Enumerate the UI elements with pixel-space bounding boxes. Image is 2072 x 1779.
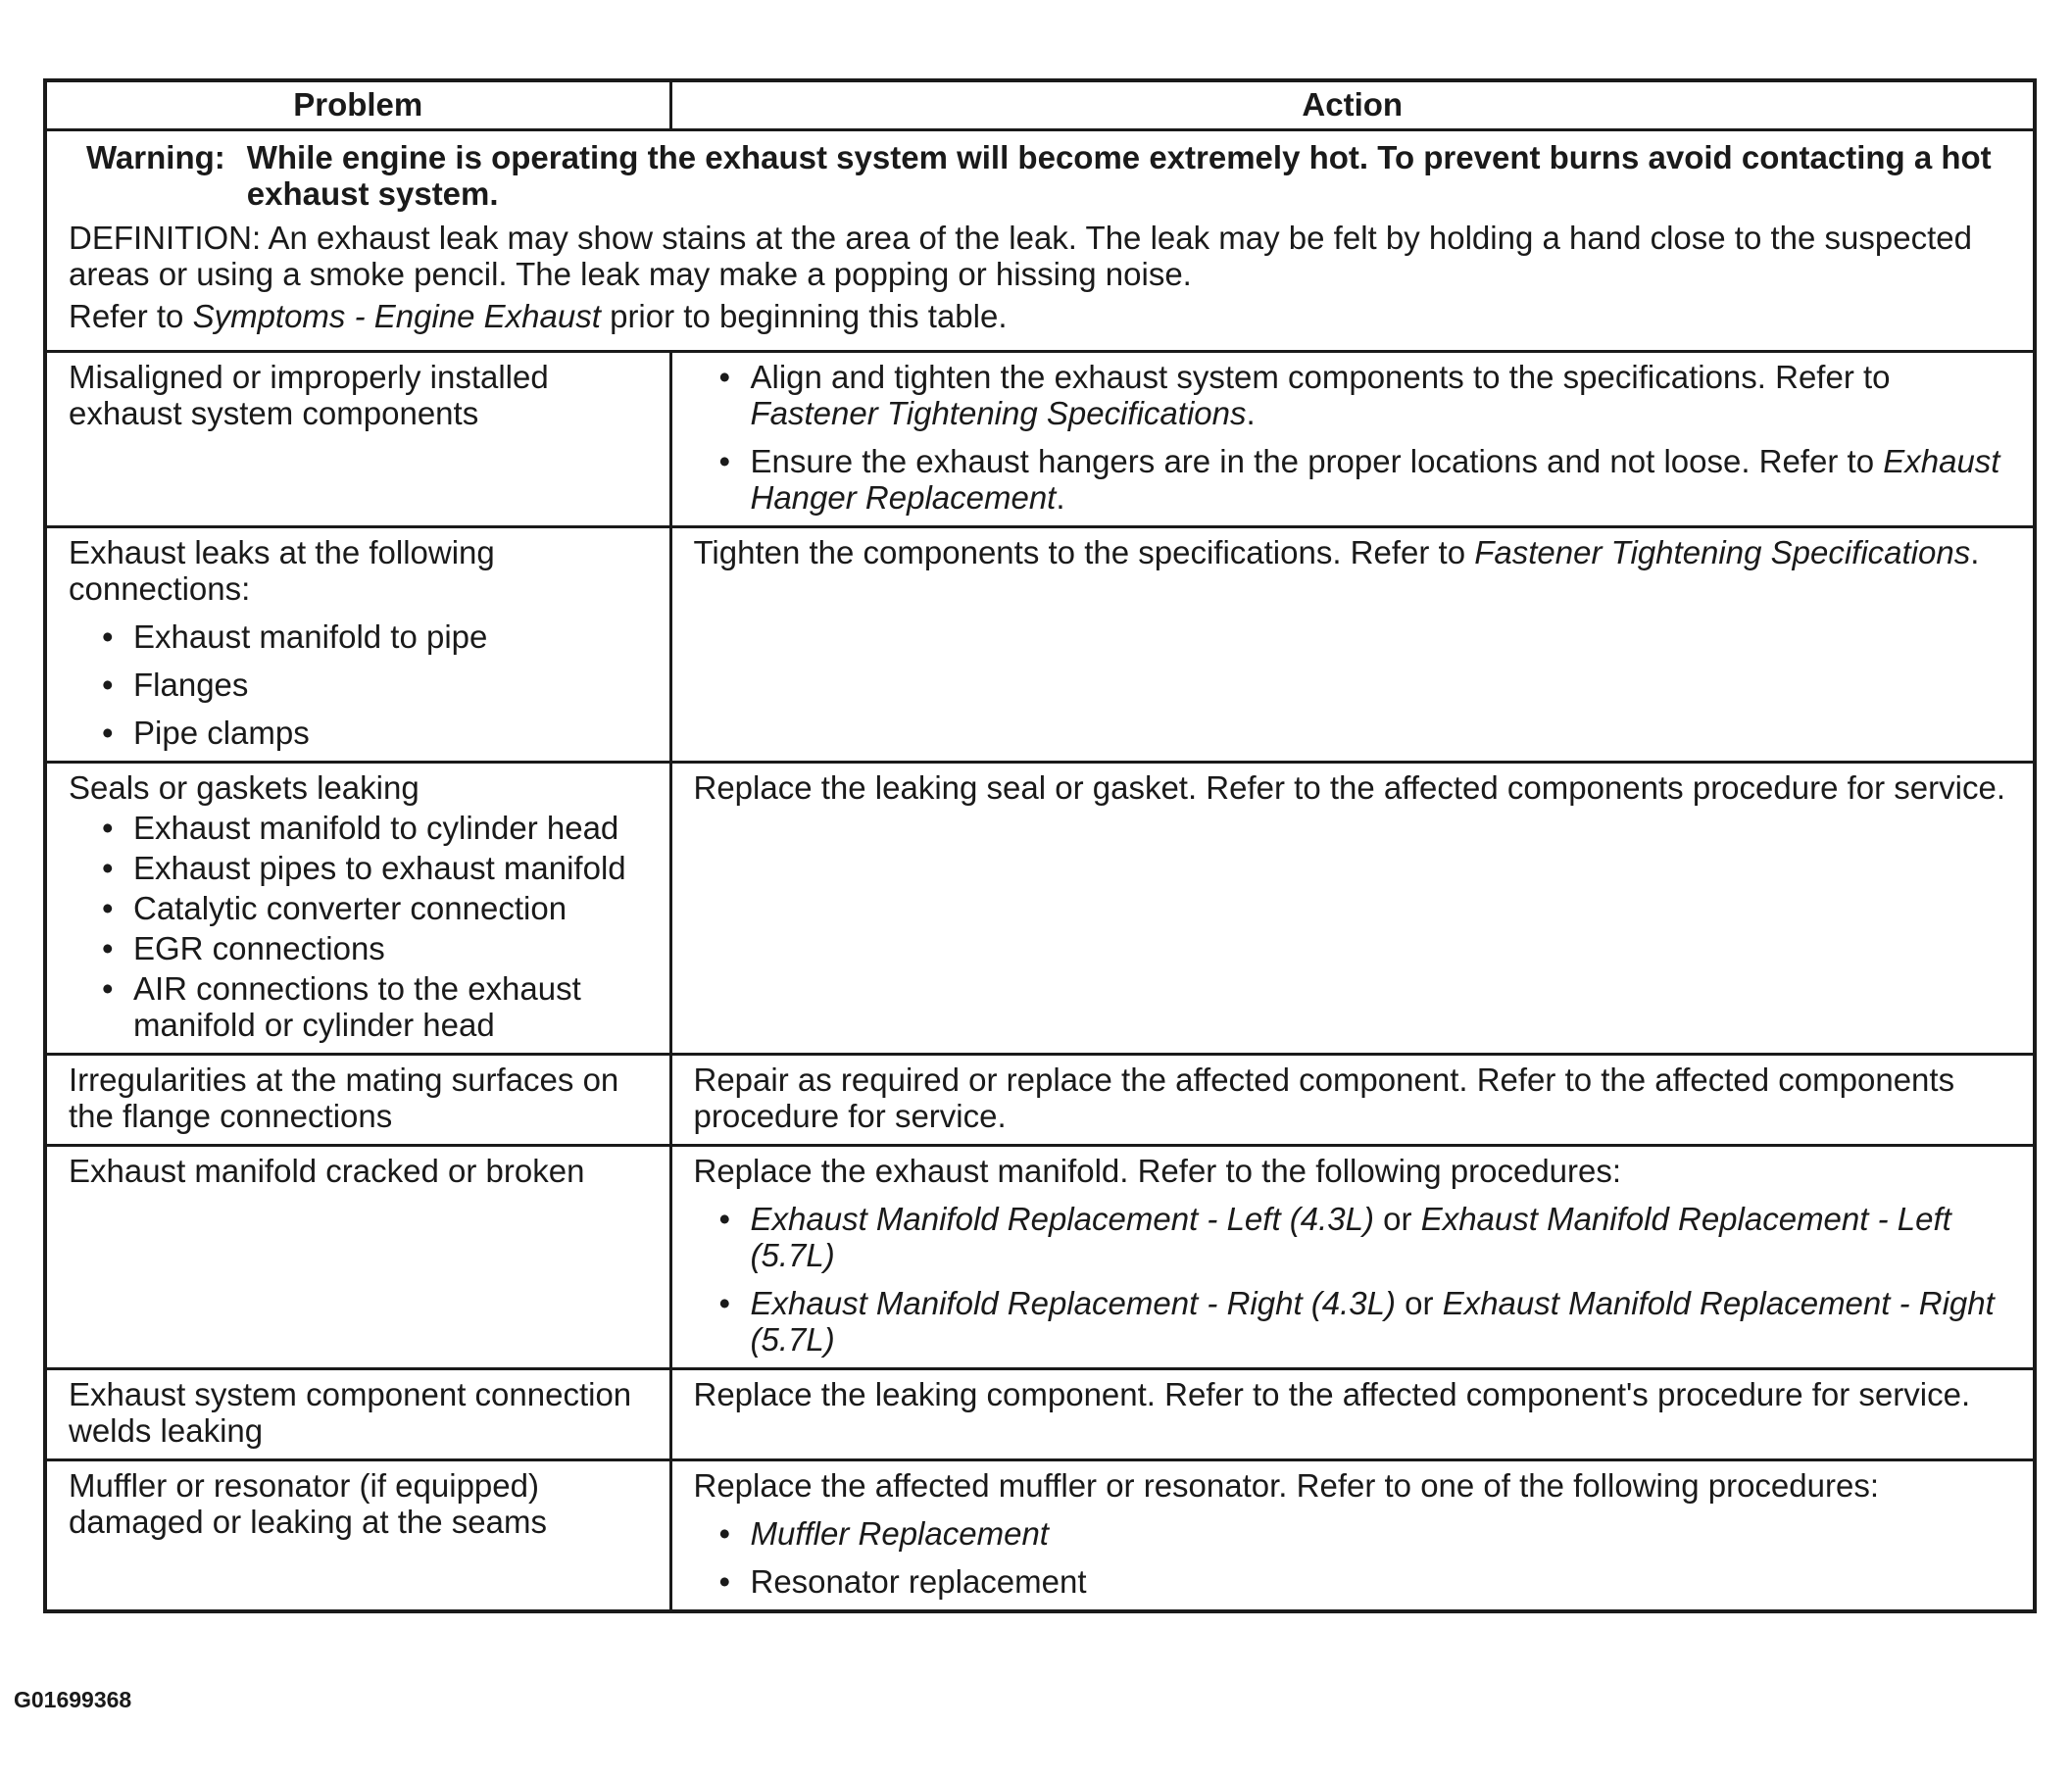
refer-link-text: Symptoms - Engine Exhaust — [192, 298, 601, 334]
list-item — [719, 359, 2016, 431]
warning-block — [86, 139, 2015, 212]
action-list — [694, 1515, 2016, 1600]
table-header-row — [45, 80, 2035, 130]
refer-prefix: Refer to — [69, 298, 193, 334]
refer-line — [69, 298, 2015, 334]
action-end: . — [1970, 534, 1980, 570]
table-row — [45, 1146, 2035, 1369]
list-item — [719, 1285, 2016, 1358]
list-item — [719, 1563, 2016, 1600]
problem-text: Seals or gaskets leaking — [69, 769, 419, 806]
table-row — [45, 1055, 2035, 1146]
refer-suffix: prior to beginning this table. — [600, 298, 1008, 334]
problem-cell — [45, 1460, 670, 1612]
action-reference: Fastener Tightening Specifications — [1474, 534, 1971, 570]
action-end: . — [1056, 479, 1065, 516]
problem-text: Exhaust system component connection welds leaking — [69, 1376, 632, 1449]
problem-text: Exhaust manifold cracked or broken — [69, 1153, 585, 1189]
table-row — [45, 352, 2035, 527]
problem-list — [69, 810, 652, 1043]
problem-cell — [45, 1146, 670, 1369]
list-item — [719, 443, 2016, 516]
warning-text: While engine is operating the exhaust system will become extremely hot. To prevent burns avoid contacting a hot exhaust system. — [246, 139, 1992, 212]
action-reference: Exhaust Manifold Replacement - Right (4.3L) — [750, 1285, 1396, 1321]
problem-cell — [45, 1055, 670, 1146]
action-cell — [670, 1460, 2035, 1612]
problem-list — [69, 618, 652, 751]
intro-row — [45, 130, 2035, 352]
list-item: • Pipe clamps — [102, 715, 652, 751]
problem-text: Exhaust leaks at the following connections: — [69, 534, 495, 607]
problem-text: Irregularities at the mating surfaces on the flange connections — [69, 1062, 619, 1134]
action-cell — [670, 527, 2035, 763]
action-reference: Exhaust Manifold Replacement - Right (5.7L) — [750, 1285, 1995, 1358]
table-row — [45, 1369, 2035, 1460]
list-item — [719, 1201, 2016, 1273]
action-text: Ensure the exhaust hangers are in the proper locations and not loose. Refer to — [750, 443, 1884, 479]
action-cell — [670, 763, 2035, 1055]
table-row — [45, 527, 2035, 763]
problem-cell — [45, 1369, 670, 1460]
header-problem: Problem — [45, 80, 670, 130]
or-text: or — [1374, 1201, 1421, 1237]
action-cell — [670, 1055, 2035, 1146]
header-action: Action — [670, 80, 2035, 130]
action-cell — [670, 1369, 2035, 1460]
action-reference: Fastener Tightening Specifications — [750, 395, 1247, 431]
action-reference: Exhaust Manifold Replacement - Left (5.7L) — [750, 1201, 1951, 1273]
definition-text: DEFINITION: An exhaust leak may show stains at the area of the leak. The leak may be felt by holding a hand close to the suspected areas or using a smoke pencil. The leak may make a popping or hissing noise. — [69, 220, 1972, 292]
action-text: Resonator replacement — [750, 1563, 1087, 1600]
action-cell — [670, 352, 2035, 527]
action-text: Tighten the components to the specifications. Refer to — [693, 534, 1475, 570]
action-cell — [670, 1146, 2035, 1369]
list-item: • Exhaust pipes to exhaust manifold — [102, 850, 652, 886]
list-item — [719, 1515, 2016, 1552]
action-text: Replace the exhaust manifold. Refer to the following procedures: — [693, 1153, 1622, 1189]
exhaust-leakage-diagnostic-table — [43, 78, 2037, 1613]
action-reference: Exhaust Manifold Replacement - Left (4.3L) — [750, 1201, 1374, 1237]
list-item: • Catalytic converter connection — [102, 890, 652, 926]
list-item: • Exhaust manifold to pipe — [102, 618, 652, 655]
action-text: Replace the leaking component. Refer to the affected component's procedure for service. — [693, 1376, 1971, 1412]
list-item: • AIR connections to the exhaust manifold or cylinder head — [102, 970, 652, 1043]
action-text: Align and tighten the exhaust system components to the specifications. Refer to — [750, 359, 1891, 395]
list-item: • EGR connections — [102, 930, 652, 966]
action-list — [694, 359, 2016, 516]
problem-text: Muffler or resonator (if equipped) damaged or leaking at the seams — [69, 1467, 547, 1540]
table-row — [45, 763, 2035, 1055]
problem-text: Misaligned or improperly installed exhaust system components — [69, 359, 549, 431]
figure-id: G01699368 — [14, 1687, 132, 1712]
table-row — [45, 1460, 2035, 1612]
intro-cell — [45, 130, 2035, 352]
problem-cell — [45, 763, 670, 1055]
action-end: . — [1246, 395, 1256, 431]
problem-cell — [45, 527, 670, 763]
list-item: • Exhaust manifold to cylinder head — [102, 810, 652, 846]
action-text: Repair as required or replace the affected component. Refer to the affected components procedure for service. — [693, 1062, 1955, 1134]
or-text: or — [1396, 1285, 1443, 1321]
action-list — [694, 1201, 2016, 1358]
list-item: • Flanges — [102, 667, 652, 703]
action-text: Replace the affected muffler or resonator. Refer to one of the following procedures: — [693, 1467, 1879, 1504]
problem-cell — [45, 352, 670, 527]
action-text: Replace the leaking seal or gasket. Refer to the affected components procedure for service. — [693, 769, 2005, 806]
action-reference: Exhaust Hanger Replacement — [750, 443, 2000, 516]
warning-label: Warning: — [86, 139, 225, 175]
action-reference: Muffler Replacement — [750, 1515, 1049, 1552]
